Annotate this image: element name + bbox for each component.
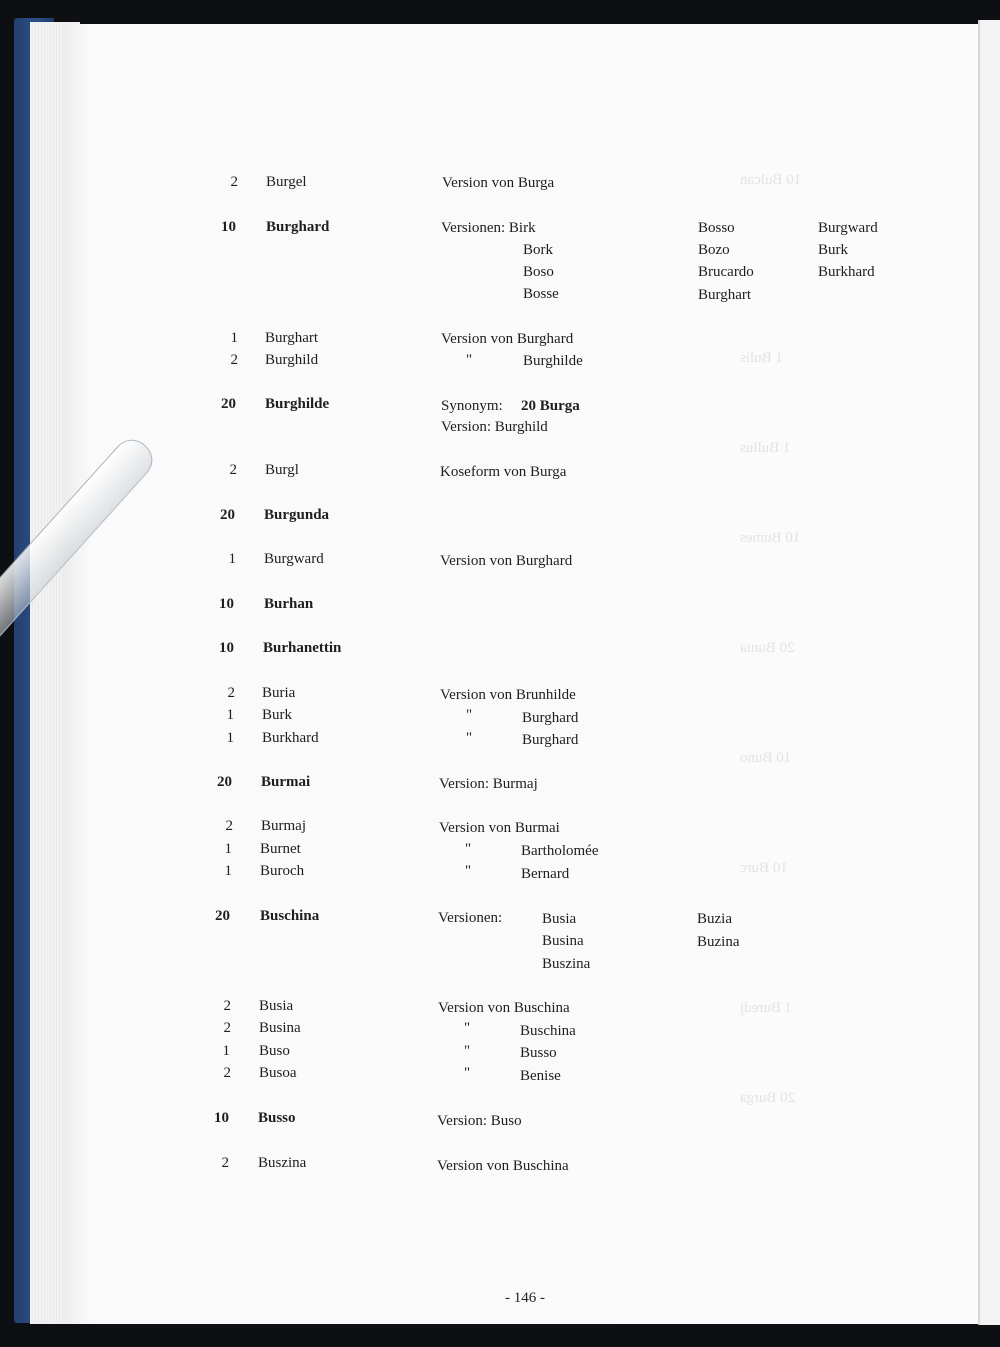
entry-num: 2 bbox=[225, 818, 233, 834]
entry-name: Buroch bbox=[260, 863, 305, 879]
page-number: - 146 - bbox=[505, 1290, 545, 1306]
entry-name: Burkhard bbox=[262, 730, 319, 746]
entry-name: Burghart bbox=[265, 330, 319, 346]
entry-name: Buszina bbox=[258, 1155, 307, 1171]
ditto-mark: " bbox=[466, 352, 473, 368]
entry-num: 1 bbox=[226, 730, 234, 746]
entry-desc: Buszina bbox=[542, 956, 591, 972]
entry-desc: Bork bbox=[523, 242, 553, 258]
entry-variant: Burk bbox=[818, 242, 848, 258]
entry-name: Burgl bbox=[265, 462, 299, 478]
entry-name: Busina bbox=[259, 1020, 301, 1036]
entry-desc: Version: Burghild bbox=[441, 419, 548, 435]
entry-name: Busso bbox=[258, 1110, 296, 1126]
entry-desc: Version von Brunhilde bbox=[440, 687, 576, 703]
entry-num: 1 bbox=[224, 841, 232, 857]
entry-num: 20 bbox=[221, 396, 236, 412]
entry-name: Buschina bbox=[260, 908, 320, 924]
ditto-mark: " bbox=[465, 863, 472, 879]
entry-num: 2 bbox=[230, 352, 238, 368]
ditto-mark: " bbox=[464, 1020, 471, 1036]
entry-num: 2 bbox=[230, 174, 238, 190]
entry-num: 1 bbox=[230, 330, 238, 346]
entry-variant: Brucardo bbox=[698, 264, 754, 280]
entry-name: Busia bbox=[259, 998, 294, 1014]
ditto-mark: " bbox=[466, 707, 473, 723]
next-page-edge bbox=[978, 20, 1000, 1325]
entry-desc: Version: Buso bbox=[437, 1113, 522, 1129]
entry-name: Burmaj bbox=[261, 818, 306, 834]
entry-num: 1 bbox=[224, 863, 232, 879]
entry-name: Burgel bbox=[266, 174, 307, 190]
entry-desc: Burghard bbox=[522, 710, 579, 726]
entry-name: Burmai bbox=[261, 774, 311, 790]
entry-desc: Version von Burga bbox=[442, 175, 555, 191]
entry-num: 20 bbox=[217, 774, 232, 790]
entry-num: 2 bbox=[223, 1065, 231, 1081]
entry-desc: Burghard bbox=[522, 732, 579, 748]
entry-num: 2 bbox=[223, 1020, 231, 1036]
entry-name: Busoa bbox=[259, 1065, 297, 1081]
entry-num: 10 bbox=[219, 640, 234, 656]
entry-num: 20 bbox=[220, 507, 235, 523]
entry-num: 1 bbox=[226, 707, 234, 723]
entry-desc: Busia bbox=[542, 911, 577, 927]
entry-variant: Burgward bbox=[818, 220, 878, 236]
entry-num: 10 bbox=[219, 596, 234, 612]
entry-num: 2 bbox=[229, 462, 237, 478]
entry-name: Burgward bbox=[264, 551, 324, 567]
entry-name: Burgunda bbox=[264, 507, 330, 523]
entry-desc: Synonym: bbox=[441, 398, 503, 414]
entry-name: Burghild bbox=[265, 352, 319, 368]
ditto-mark: " bbox=[466, 730, 473, 746]
entry-desc: Busso bbox=[520, 1045, 557, 1061]
entry-variant: Burkhard bbox=[818, 264, 875, 280]
entry-desc: Versionen: Birk bbox=[441, 220, 536, 236]
entry-num: 1 bbox=[228, 551, 236, 567]
entry-variant: Buzina bbox=[697, 934, 740, 950]
entry-desc: Version von Burghard bbox=[440, 553, 573, 569]
entry-num: 20 bbox=[215, 908, 230, 924]
entry-desc: Version von Burmai bbox=[439, 820, 560, 836]
entry-variant: Bosso bbox=[698, 220, 735, 236]
entry-desc: Bosse bbox=[523, 286, 559, 302]
entry-desc: Version von Burghard bbox=[441, 331, 574, 347]
ditto-mark: " bbox=[464, 1065, 471, 1081]
ditto-mark: " bbox=[464, 1043, 471, 1059]
entry-name: Burhanettin bbox=[263, 640, 342, 656]
entry-desc: Versionen: bbox=[438, 910, 503, 926]
entry-name: Burghilde bbox=[265, 396, 330, 412]
entry-desc: Koseform von Burga bbox=[440, 464, 567, 480]
entry-desc: Version von Buschina bbox=[438, 1000, 570, 1016]
entry-variant: Buzia bbox=[697, 911, 732, 927]
entry-name: Burnet bbox=[260, 841, 301, 857]
entry-num: 2 bbox=[223, 998, 231, 1014]
entry-desc: Version: Burmaj bbox=[439, 776, 538, 792]
entry-name: Buria bbox=[262, 685, 296, 701]
entry-desc: Bernard bbox=[521, 866, 570, 882]
entry-desc: Burghilde bbox=[523, 353, 583, 369]
entry-num: 10 bbox=[221, 219, 236, 235]
entry-variant: Burghart bbox=[698, 287, 752, 303]
entry-desc: Boso bbox=[523, 264, 554, 280]
entry-name: Burghard bbox=[266, 219, 330, 235]
entry-desc: Bartholomée bbox=[521, 843, 599, 859]
entry-desc: 20 Burga bbox=[521, 398, 580, 414]
entry-num: 1 bbox=[222, 1043, 230, 1059]
entry-name: Burhan bbox=[264, 596, 314, 612]
ditto-mark: " bbox=[465, 841, 472, 857]
entry-num: 10 bbox=[214, 1110, 229, 1126]
entry-num: 2 bbox=[221, 1155, 229, 1171]
entry-desc: Busina bbox=[542, 933, 584, 949]
entry-name: Buso bbox=[259, 1043, 290, 1059]
entry-desc: Buschina bbox=[520, 1023, 576, 1039]
bleed-through-text: 10 Bulcan 1 Bulis 1 Bullus 10 Bumes 20 Bunia 10 Buno 10 Burc 1 Buredj 20 Burga bbox=[740, 172, 802, 1106]
entry-desc: Benise bbox=[520, 1068, 561, 1084]
entry-name: Burk bbox=[262, 707, 292, 723]
entry-num: 2 bbox=[227, 685, 235, 701]
entry-desc: Version von Buschina bbox=[437, 1158, 569, 1174]
entry-variant: Bozo bbox=[698, 242, 730, 258]
